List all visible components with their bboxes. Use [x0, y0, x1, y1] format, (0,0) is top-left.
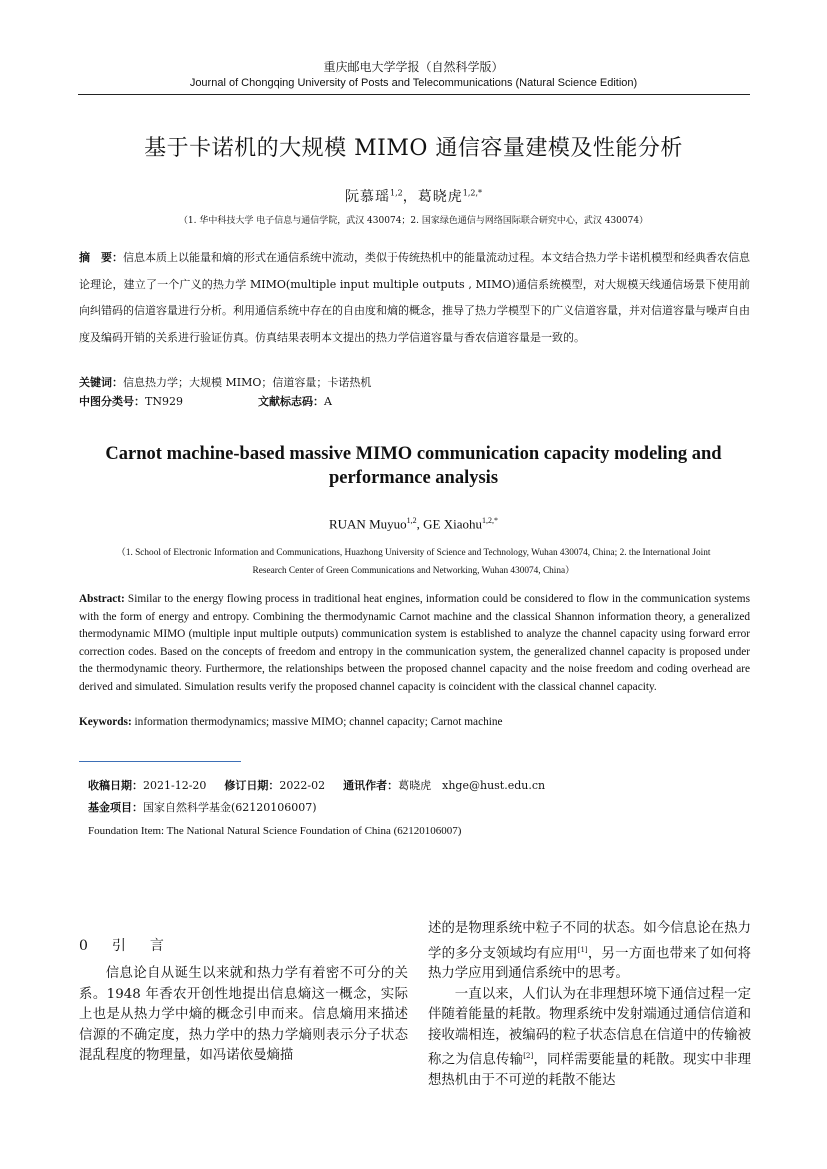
document-code-row	[258, 393, 332, 409]
body-text: 一直以来，人们认为在非理想环境下通信过程一定伴随着能量的耗散。物理系统中发射端通过通信信道和接收端相连，被编码的粒子状态信息在信道中的传输被称之为信息传输	[428, 986, 751, 1068]
received-label: 收稿日期：	[88, 779, 143, 792]
body-column-right	[428, 919, 751, 1092]
doc-code-label: 文献标志码：	[258, 395, 324, 408]
abstract-en	[79, 591, 750, 697]
author-name: GE Xiaohu	[423, 516, 482, 532]
footnote-divider	[79, 761, 241, 762]
foundation-item-en: Foundation Item: The National Natural Science Foundation of China (62120106007)	[88, 825, 462, 837]
affiliation-en: （1. School of Electronic Information and Communications, Huazhong University of Science and Technology, Wuhan 430074, China; 2. the International Joint Research Center of Green Communications and Networking, Wuhan 430074, China）	[116, 548, 711, 576]
revised-date: 2022-02	[279, 779, 326, 792]
journal-name-en: Journal of Chongqing University of Posts and Telecommunications (Natural Science Edition)	[189, 77, 638, 89]
body-paragraph: 信息论自从诞生以来就和热力学有着密不可分的关系。1948 年香农开创性地提出信息熵这一概念，实际上也是从热力学中熵的概念引申而来。信息熵用来描述信源的不确定度，热力学中的热力学熵则表示分子状态混乱程度的物理量，如冯诺依曼熵描	[79, 966, 408, 1063]
doc-code-value: A	[324, 395, 332, 408]
author-affil-sup: 1,2,*	[482, 516, 498, 525]
abstract-text-en: Similar to the energy flowing process in traditional heat engines, information could be considered to flow in the communication systems with the form of energy and entropy. Combining the thermodynamic Carnot machine and the classical Shannon information theory, a generalized thermodynamic MIMO (multiple input multiple outputs) communication system is established to analyze the channel capacity using forward error correction codes. Based on the concepts of freedom and entropy in the communication system, the generalized channel capacity is proposed under the thermodynamic theory. Furthermore, the relationships between the proposed channel capacity and the noise freedom and coding overhead are derived and simulated. Simulation results verify the proposed channel capacity is coincident with the classical channel capacity.	[79, 593, 750, 693]
author-separator: ，	[402, 189, 418, 205]
author-name: 阮慕瑶	[345, 189, 390, 205]
received-date: 2021-12-20	[143, 779, 207, 792]
journal-name-cn: 重庆邮电大学学报（自然科学版）	[323, 60, 504, 74]
paper-title-en: Carnot machine-based massive MIMO communication capacity modeling and performance analysis	[105, 444, 722, 488]
section-heading: 0 引 言	[79, 938, 169, 954]
corresponding-label: 通讯作者：	[343, 779, 399, 792]
author-affil-sup: 1,2	[390, 188, 403, 198]
author-affil-sup: 1,2,*	[462, 188, 482, 198]
fund-value: 国家自然科学基金(62120106007)	[143, 801, 317, 814]
abstract-label-en: Abstract:	[79, 593, 125, 605]
revised-label: 修订日期：	[224, 779, 280, 792]
corresponding-author: 葛晓虎 xhge@hust.edu.cn	[398, 779, 546, 792]
abstract-text-cn: 信息本质上以能量和熵的形式在通信系统中流动，类似于传统热机中的能量流动过程。本文结合热力学卡诺机模型和经典香农信息论理论，建立了一个广义的热力学 MIMO(multiple input multiple outputs , MIMO)通信系统模型，对大规模天线通信场景下使用前向纠错码的信道容量进行分析。利用通信系统中存在的自由度和熵的概念，推导了热力学模型下的广义信道容量，并对信道容量与噪声自由度及编码开销的关系进行验证仿真。仿真结果表明本文提出的热力学信道容量与香农信道容量是一致的。	[79, 251, 750, 344]
abstract-label-cn: 摘 要：	[79, 251, 123, 264]
body-text: ，同样需要能量的耗散。现实中非理想热机由于不可逆的耗散不能达	[428, 1052, 752, 1089]
author-affil-sup: 1,2	[406, 516, 417, 525]
body-text: ，另一方面也带来了如何将热力学应用到通信系统中的思考。	[428, 945, 752, 982]
footnote-dates	[88, 777, 545, 793]
keywords-text-cn: 信息热力学；大规模 MIMO；信道容量；卡诺热机	[123, 376, 372, 389]
body-text: 述的是物理系统中粒子不同的状态。如今信息论在热力学的多分支领域均有应用	[428, 921, 751, 961]
author-separator: ,	[416, 516, 424, 532]
footnote-fund	[88, 799, 317, 815]
affiliation-cn: （1. 华中科技大学 电子信息与通信学院，武汉 430074；2. 国家绿色通信与网络国际联合研究中心，武汉 430074）	[178, 216, 649, 226]
header-divider	[78, 94, 750, 95]
body-paragraph	[428, 919, 751, 985]
clc-value: TN929	[145, 395, 183, 408]
clc-label: 中图分类号：	[79, 395, 145, 408]
keywords-label-en: Keywords:	[79, 716, 132, 728]
body-paragraph	[428, 985, 751, 1092]
citation-ref: [1]	[577, 945, 588, 954]
author-name: RUAN Muyuo	[328, 516, 407, 532]
citation-ref: [2]	[523, 1052, 534, 1061]
keywords-label-cn: 关键词：	[79, 376, 123, 389]
classification-row	[79, 393, 183, 409]
paper-title-cn: 基于卡诺机的大规模 MIMO 通信容量建模及性能分析	[144, 136, 683, 161]
keywords-cn	[79, 374, 371, 390]
authors-en	[0, 516, 827, 532]
keywords-en	[79, 716, 503, 728]
body-column-left	[79, 964, 408, 1067]
keywords-text-en: information thermodynamics; massive MIMO; channel capacity; Carnot machine	[131, 716, 503, 728]
abstract-cn	[79, 245, 750, 351]
authors-cn	[0, 186, 827, 206]
fund-label: 基金项目：	[88, 801, 143, 814]
author-name: 葛晓虎	[417, 189, 463, 205]
